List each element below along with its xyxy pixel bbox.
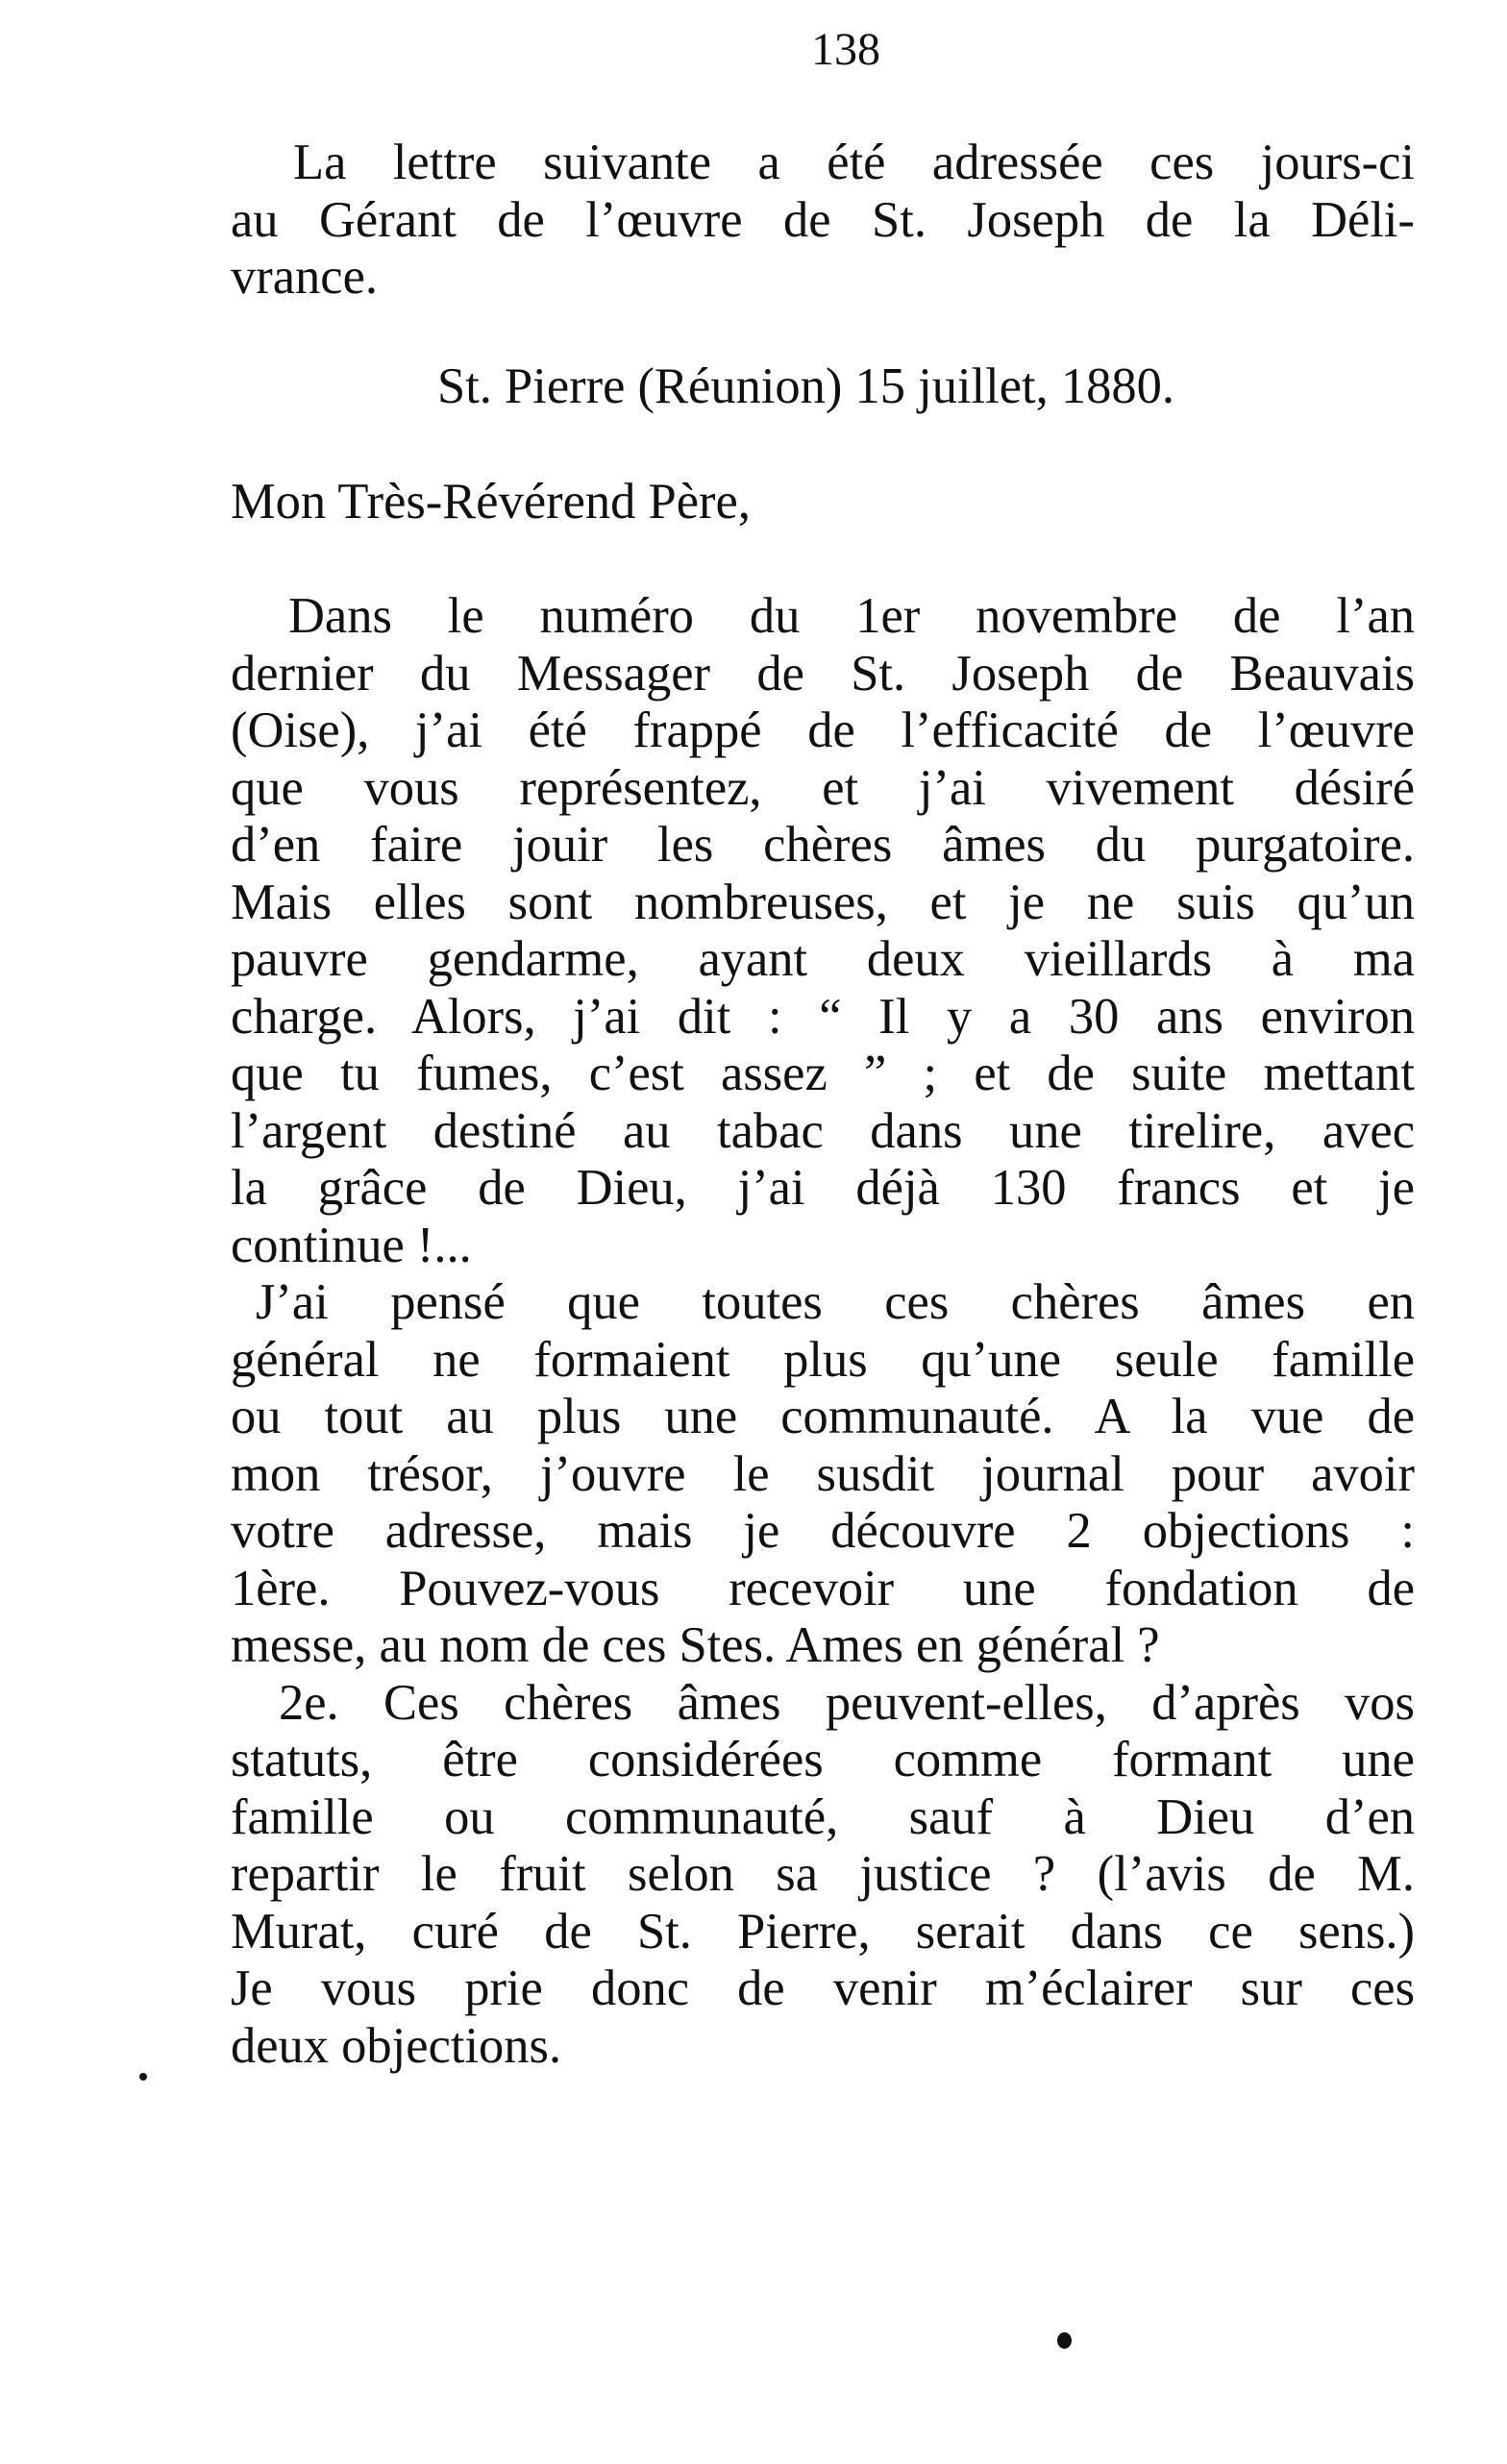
intro-paragraph	[231, 135, 1415, 307]
letter-line: (Oise), j’ai été frappé de l’efficacité de l’œuvre	[231, 702, 1415, 758]
letter-line: l’argent destiné au tabac dans une tirelire, avec	[231, 1102, 1415, 1159]
letter-line: ou tout au plus une communauté. A la vue de	[231, 1389, 1415, 1444]
ink-speck	[139, 2073, 147, 2081]
intro-line: vrance.	[231, 249, 379, 305]
letter-line: repartir le fruit selon sa justice ? (l’avis de M.	[231, 1846, 1415, 1902]
letter-line: la grâce de Dieu, j’ai déjà 130 francs et je	[231, 1160, 1415, 1216]
letter-line: que tu fumes, c’est assez ” ; et de suite mettant	[231, 1046, 1415, 1101]
letter-line: 2e. Ces chères âmes peuvent-elles, d’après vos	[279, 1674, 1415, 1731]
letter-dateline: St. Pierre (Réunion) 15 juillet, 1880.	[437, 358, 1174, 414]
letter-line: pauvre gendarme, ayant deux vieillards à ma	[231, 931, 1415, 987]
letter-line: charge. Alors, j’ai dit : “ Il y a 30 ans environ	[231, 988, 1415, 1045]
letter-line: Mais elles sont nombreuses, et je ne suis qu’un	[231, 874, 1415, 930]
letter-line: deux objections.	[231, 2017, 562, 2074]
letter-line: Dans le numéro du 1er novembre de l’an	[288, 588, 1415, 644]
page-number: 138	[811, 24, 880, 75]
letter-line: d’en faire jouir les chères âmes du purgatoire.	[231, 817, 1415, 873]
letter-line: J’ai pensé que toutes ces chères âmes en	[256, 1274, 1415, 1330]
letter-body	[231, 588, 1415, 2075]
letter-salutation: Mon Très-Révérend Père,	[231, 474, 751, 530]
letter-line: famille ou communauté, sauf à Dieu d’en	[231, 1788, 1415, 1845]
intro-line: au Gérant de l’œuvre de St. Joseph de la Déli-	[231, 191, 1415, 248]
letter-line: statuts, être considérées comme formant une	[231, 1732, 1415, 1787]
letter-line: dernier du Messager de St. Joseph de Beauvais	[231, 645, 1415, 702]
letter-line: que vous représentez, et j’ai vivement désiré	[231, 759, 1415, 816]
letter-line: Je vous prie donc de venir m’éclairer sur ces	[231, 1960, 1415, 2016]
letter-line: continue !...	[231, 1217, 472, 1273]
letter-line: mon trésor, j’ouvre le susdit journal pour avoir	[231, 1445, 1415, 1502]
letter-line: 1ère. Pouvez-vous recevoir une fondation de	[231, 1560, 1415, 1616]
letter-line: Murat, curé de St. Pierre, serait dans ce sens.)	[231, 1903, 1415, 1959]
intro-line: La lettre suivante a été adressée ces jours-ci	[293, 135, 1415, 190]
ink-speck	[1057, 2332, 1072, 2349]
letter-line: votre adresse, mais je découvre 2 objections :	[231, 1503, 1415, 1559]
letter-line: général ne formaient plus qu’une seule famille	[231, 1331, 1415, 1388]
letter-line: messe, au nom de ces Stes. Ames en général ?	[231, 1617, 1160, 1673]
